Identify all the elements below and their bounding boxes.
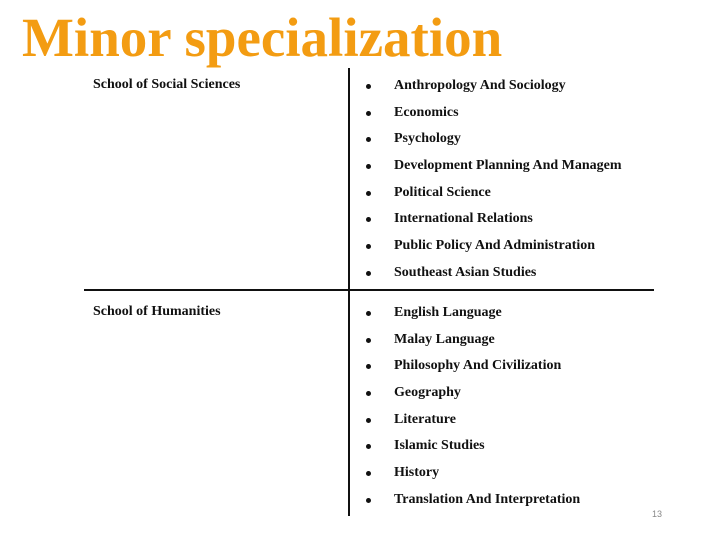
school-name: School of Humanities — [93, 304, 221, 319]
program-label: Economics — [394, 104, 459, 120]
list-item — [350, 384, 652, 411]
bullet-icon — [366, 444, 371, 449]
program-label: Geography — [394, 385, 461, 401]
program-label: History — [394, 465, 440, 481]
specialization-table — [84, 68, 654, 516]
list-item — [350, 491, 652, 518]
program-label: Southeast Asian Studies — [394, 264, 537, 280]
bullet-icon — [366, 191, 371, 196]
program-label: English Language — [394, 305, 502, 320]
bullet-icon — [366, 471, 371, 476]
list-item — [350, 464, 652, 491]
program-label: Malay Language — [394, 331, 495, 347]
bullet-icon — [366, 311, 371, 316]
bullet-icon — [366, 364, 371, 369]
list-item — [350, 210, 652, 237]
program-list — [350, 77, 652, 291]
bullet-icon — [366, 418, 371, 423]
program-label: Translation And Interpretation — [394, 491, 581, 507]
list-item — [350, 411, 652, 438]
school-name: School of Social Sciences — [93, 77, 241, 92]
program-label: Political Science — [394, 184, 491, 200]
list-item — [350, 437, 652, 464]
bullet-icon — [366, 244, 371, 249]
program-label: International Relations — [394, 211, 533, 227]
list-item — [350, 357, 652, 384]
page-number: 13 — [652, 509, 663, 519]
program-label: Anthropology And Sociology — [394, 78, 566, 93]
list-item — [350, 130, 652, 157]
list-item — [350, 237, 652, 264]
list-item — [350, 104, 652, 131]
slide-title: Minor specialization — [22, 7, 503, 68]
bullet-icon — [366, 164, 371, 169]
program-list — [350, 304, 652, 518]
bullet-icon — [366, 217, 371, 222]
list-item — [350, 184, 652, 211]
program-label: Development Planning And Managem — [394, 158, 622, 174]
list-item — [350, 331, 652, 358]
program-label: Public Policy And Administration — [394, 238, 596, 254]
bullet-icon — [366, 391, 371, 396]
bullet-icon — [366, 137, 371, 142]
bullet-icon — [366, 111, 371, 116]
list-item — [350, 77, 652, 104]
program-label: Philosophy And Civilization — [394, 358, 562, 374]
bullet-icon — [366, 498, 371, 503]
program-label: Islamic Studies — [394, 438, 485, 454]
list-item — [350, 264, 652, 291]
list-item — [350, 157, 652, 184]
program-label: Literature — [394, 411, 456, 427]
bullet-icon — [366, 271, 371, 276]
program-label: Psychology — [394, 131, 461, 147]
bullet-icon — [366, 338, 371, 343]
list-item — [350, 304, 652, 331]
bullet-icon — [366, 84, 371, 89]
